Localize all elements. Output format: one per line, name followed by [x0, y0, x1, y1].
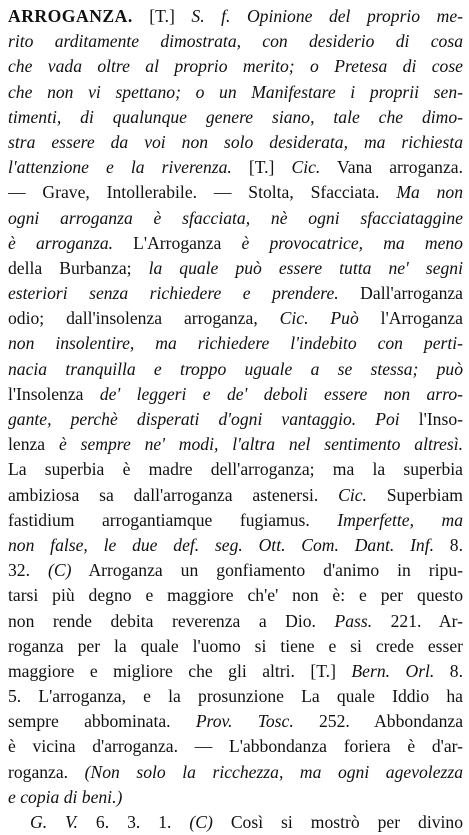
text-line — [8, 281, 463, 306]
text-run: La superbia è madre dell'arroganza; ma la superbia — [8, 459, 463, 480]
text-run: 32. — [8, 560, 48, 581]
text-line — [8, 583, 463, 608]
text-line — [8, 4, 463, 29]
text-run: Arroganza un gonfiamento d'animo in ripu- — [71, 560, 463, 581]
text-run: che vada oltre al proprio merito; o Pretesa di cose — [8, 56, 463, 77]
text-line — [8, 206, 463, 231]
text-run: ogni arroganza è sfacciata, nè ogni sfacciataggine — [8, 207, 463, 228]
text-run: de' leggeri e de' deboli essere non arro- — [99, 383, 463, 404]
text-run: 252. Abbondanza — [293, 711, 463, 732]
text-run: 8. — [434, 534, 463, 555]
text-run: gante, perchè disperati d'ogni vantaggio. Poi — [8, 409, 400, 429]
text-run: Pass. — [334, 610, 373, 631]
text-run: Bern. Orl. — [351, 660, 435, 681]
text-run: tarsi più degno e maggiore ch'e' non è: e per questo — [8, 585, 463, 606]
text-line — [8, 508, 463, 533]
text-line — [8, 306, 463, 331]
text-run: (C) — [189, 812, 213, 832]
text-run: è sempre ne' modi, l'altra nel sentimento altresì. — [58, 434, 463, 455]
text-run: la quale può essere tutta ne' segni — [148, 257, 463, 278]
text-run: maggiore e migliore che gli altri. [T.] — [8, 660, 352, 681]
text-line — [8, 231, 463, 256]
text-line — [8, 810, 463, 835]
text-line — [8, 407, 463, 432]
text-line — [8, 734, 463, 759]
text-line — [8, 80, 463, 105]
text-run: l'attenzione e la riverenza. — [8, 157, 232, 178]
text-line — [8, 457, 463, 482]
text-run: Dall'arroganza — [338, 283, 463, 304]
text-run: sempre abbominata. — [8, 711, 196, 732]
text-run: è provocatrice, ma meno — [241, 232, 463, 253]
text-run: 221. Ar- — [372, 610, 463, 631]
text-run: timenti, di qualunque genere siano, tale che dimo- — [8, 106, 463, 127]
text-run: [T.] — [132, 6, 192, 26]
text-run: non rende debita reverenza a Dio. — [8, 610, 335, 631]
text-run: l'Insolenza — [8, 383, 100, 404]
text-run: ambiziosa sa dall'arroganza astenersi. — [8, 484, 339, 505]
text-run: Superbiam — [366, 484, 463, 505]
text-run: è arroganza. — [8, 232, 114, 253]
text-line — [8, 29, 463, 54]
text-line — [8, 709, 463, 734]
text-run: odio; dall'insolenza arroganza, — [8, 308, 280, 329]
text-run: (Non solo la ricchezza, ma ogni agevolezza — [84, 761, 463, 782]
text-run: — Grave, Intollerabile. — Stolta, Sfacciata. — [8, 182, 397, 203]
text-run: [T.] — [231, 157, 292, 178]
text-run: della — [8, 257, 43, 278]
text-line — [8, 382, 463, 407]
text-run: non false, le due def. seg. Ott. Com. Dant. Inf. — [8, 534, 435, 555]
text-run: l'Arroganza — [358, 308, 463, 329]
text-line — [8, 130, 463, 155]
text-run: Così si mostrò per divino — [212, 812, 463, 832]
text-run: Può — [330, 308, 359, 329]
text-run: L'Arroganza — [113, 232, 242, 253]
text-run: fastidium arrogantiamque fugiamus. — [8, 509, 338, 530]
text-run: Cic. — [338, 484, 367, 505]
text-run: nacia tranquilla e troppo uguale a se stessa; può — [8, 358, 463, 379]
text-run: che non vi spettano; o un Manifestare i proprii sen- — [8, 81, 463, 102]
text-run: è vicina d'arroganza. — L'abbondanza foriera è d'ar- — [8, 736, 463, 757]
text-run: l'Inso- — [399, 409, 463, 429]
text-run: stra essere da voi non solo desiderata, ma richiesta — [8, 131, 463, 152]
text-run: non insolentire, ma richiedere l'indebito con perti- — [8, 333, 463, 354]
text-line — [8, 105, 463, 130]
text-run: esteriori senza richiedere e prendere. — [8, 283, 339, 304]
text-run: roganza. — [8, 761, 85, 782]
text-line — [8, 760, 463, 785]
text-run: 8. — [434, 660, 463, 681]
text-run: Burbanza; — [42, 257, 149, 278]
text-line — [8, 609, 463, 634]
text-run — [309, 308, 331, 328]
text-line — [8, 256, 463, 281]
text-run: rito arditamente dimostrata, con desiderio di cosa — [8, 31, 463, 52]
text-line — [8, 533, 463, 558]
text-line — [8, 785, 463, 810]
text-line — [8, 331, 463, 356]
text-line — [8, 634, 463, 659]
text-run: G. V. — [30, 812, 78, 832]
text-run: e copia di beni.) — [8, 786, 123, 807]
text-line — [8, 684, 463, 709]
text-run: 6. 3. 1. — [77, 812, 190, 832]
text-line — [8, 54, 463, 79]
headword: ARROGANZA. — [8, 6, 133, 26]
text-run: Imperfette, ma — [337, 509, 463, 530]
text-line — [8, 432, 463, 457]
text-run: Cic. — [291, 157, 321, 178]
text-line — [8, 558, 463, 583]
text-line — [8, 357, 463, 382]
text-run: lenza — [8, 434, 59, 455]
text-run: Ma non — [396, 182, 463, 203]
text-run: roganza per la quale l'uomo si tiene e si crede esser — [8, 635, 463, 656]
text-run: 5. L'arroganza, e la prosunzione La quale Iddio ha — [8, 686, 463, 707]
text-line — [8, 155, 463, 180]
text-line — [8, 483, 463, 508]
text-run: Vana arroganza. — [320, 157, 463, 178]
text-run: (C) — [47, 560, 72, 581]
text-line — [8, 659, 463, 684]
text-run: Cic. — [279, 308, 309, 329]
text-run: Prov. Tosc. — [195, 711, 294, 732]
text-run: S. f. Opinione del proprio me- — [191, 6, 463, 26]
text-line — [8, 180, 463, 205]
